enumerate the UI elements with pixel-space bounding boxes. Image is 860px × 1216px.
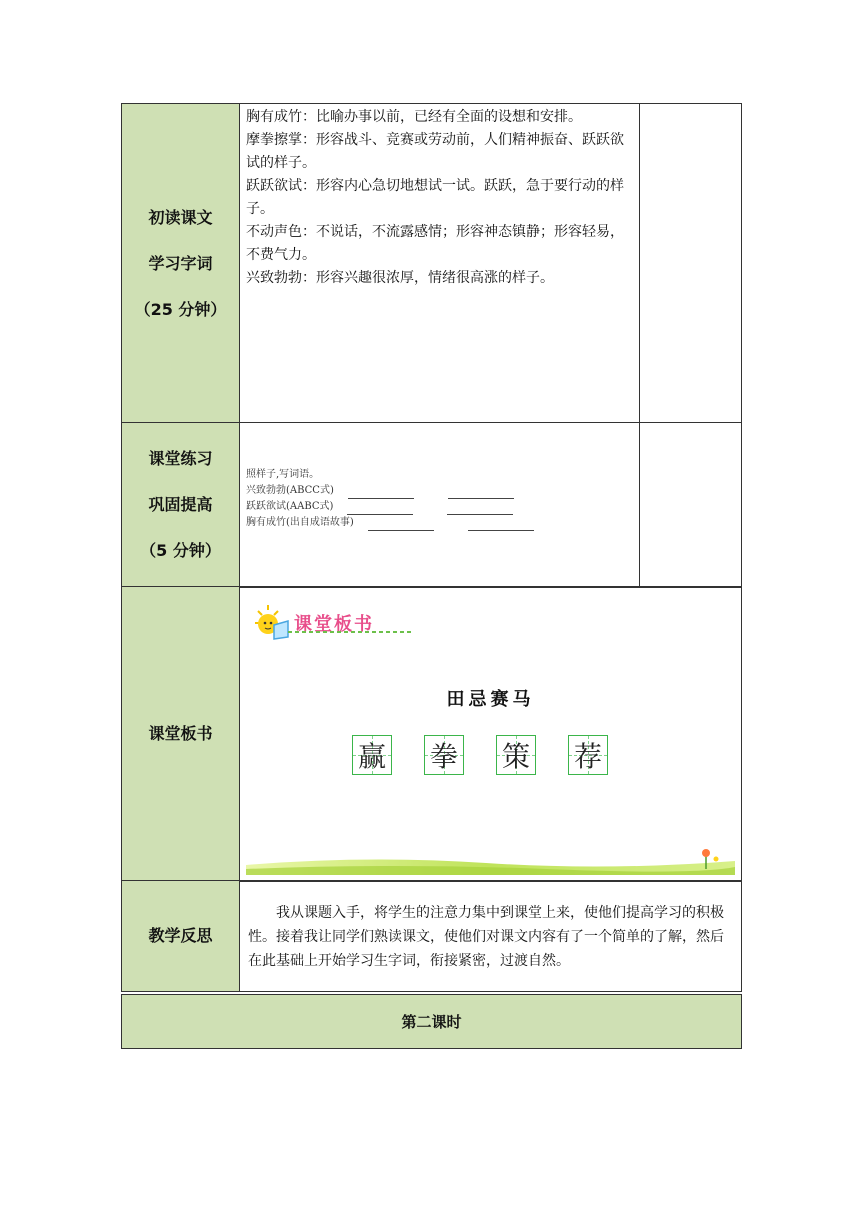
vocab-content <box>239 103 640 424</box>
board-badge <box>254 603 374 643</box>
grass-decoration-icon <box>246 845 735 875</box>
board-char: 策 <box>501 740 530 773</box>
section-title: 第二课时 <box>121 994 742 1049</box>
tian-grid-cell <box>496 735 536 775</box>
practice-item-text: 跃跃欲试(AABC式) <box>246 501 334 512</box>
practice-label-line-1: 课堂练习 <box>148 449 213 468</box>
practice-label <box>121 422 240 588</box>
character-grid <box>352 735 640 775</box>
board-char: 荐 <box>573 740 602 773</box>
board-title: 田忌赛马 <box>446 689 535 710</box>
board-cell <box>239 586 742 882</box>
row-reading <box>122 104 742 424</box>
row-section <box>122 995 742 1049</box>
board-char: 赢 <box>357 740 386 773</box>
answer-blank[interactable] <box>448 488 514 499</box>
vocab-item: 兴致勃勃：形容兴趣很浓厚，情绪很高涨的样子。 <box>246 270 554 286</box>
reflection-text: 我从课题入手，将学生的注意力集中到课堂上来，使他们提高学习的积极性。接着我让同学们熟读课文，使他们对课文内容有了一个简单的了解，然后在此基础上开始学习生字词，衔接紧密，过渡自然。 <box>239 880 742 992</box>
reflection-label-text: 教学反思 <box>148 926 213 945</box>
board-label-text: 课堂板书 <box>148 724 213 743</box>
board-label <box>121 586 240 882</box>
practice-item-text: 兴致勃勃(ABCC式) <box>246 485 334 496</box>
reading-notes-cell <box>639 103 742 424</box>
row-board <box>122 587 742 882</box>
row-reflection <box>122 881 742 992</box>
vocab-item: 跃跃欲试：形容内心急切地想试一试。跃跃，急于要行动的样子。 <box>246 178 624 217</box>
practice-item <box>246 499 633 515</box>
practice-instruction: 照样子,写词语。 <box>246 469 320 480</box>
practice-label-line-2: 巩固提高 <box>148 495 213 514</box>
answer-blank[interactable] <box>348 488 414 499</box>
reading-label-line-2: 学习字词 <box>148 253 213 273</box>
reading-label-line-1: 初读课文 <box>148 207 213 227</box>
answer-blank[interactable] <box>468 520 534 531</box>
answer-blank[interactable] <box>347 504 413 515</box>
board-char: 拳 <box>429 740 458 773</box>
vocab-item: 胸有成竹：比喻办事以前，已经有全面的设想和安排。 <box>246 109 582 125</box>
board-badge-text: 课堂板书 <box>294 614 374 635</box>
practice-item <box>246 515 633 531</box>
practice-item-text: 胸有成竹(出自成语故事) <box>246 517 354 528</box>
practice-item <box>246 483 633 499</box>
answer-blank[interactable] <box>447 504 513 515</box>
sun-mascot-icon <box>254 603 290 643</box>
tian-grid-cell <box>352 735 392 775</box>
reading-label <box>121 103 240 424</box>
answer-blank[interactable] <box>368 520 434 531</box>
reading-label-line-3: （25 分钟） <box>134 299 227 319</box>
tian-grid-cell <box>568 735 608 775</box>
vocab-item: 摩拳擦掌：形容战斗、竞赛或劳动前，人们精神振奋、跃跃欲试的样子。 <box>246 132 624 171</box>
blackboard-image <box>246 593 735 875</box>
badge-underline-icon <box>286 629 416 635</box>
reflection-label <box>121 880 240 992</box>
tian-grid-cell <box>424 735 464 775</box>
practice-label-line-3: （5 分钟） <box>140 541 221 560</box>
vocab-item: 不动声色：不说话，不流露感情；形容神态镇静；形容轻易，不费气力。 <box>246 224 624 263</box>
row-practice <box>122 423 742 588</box>
practice-content <box>239 422 640 588</box>
practice-notes-cell <box>639 422 742 588</box>
